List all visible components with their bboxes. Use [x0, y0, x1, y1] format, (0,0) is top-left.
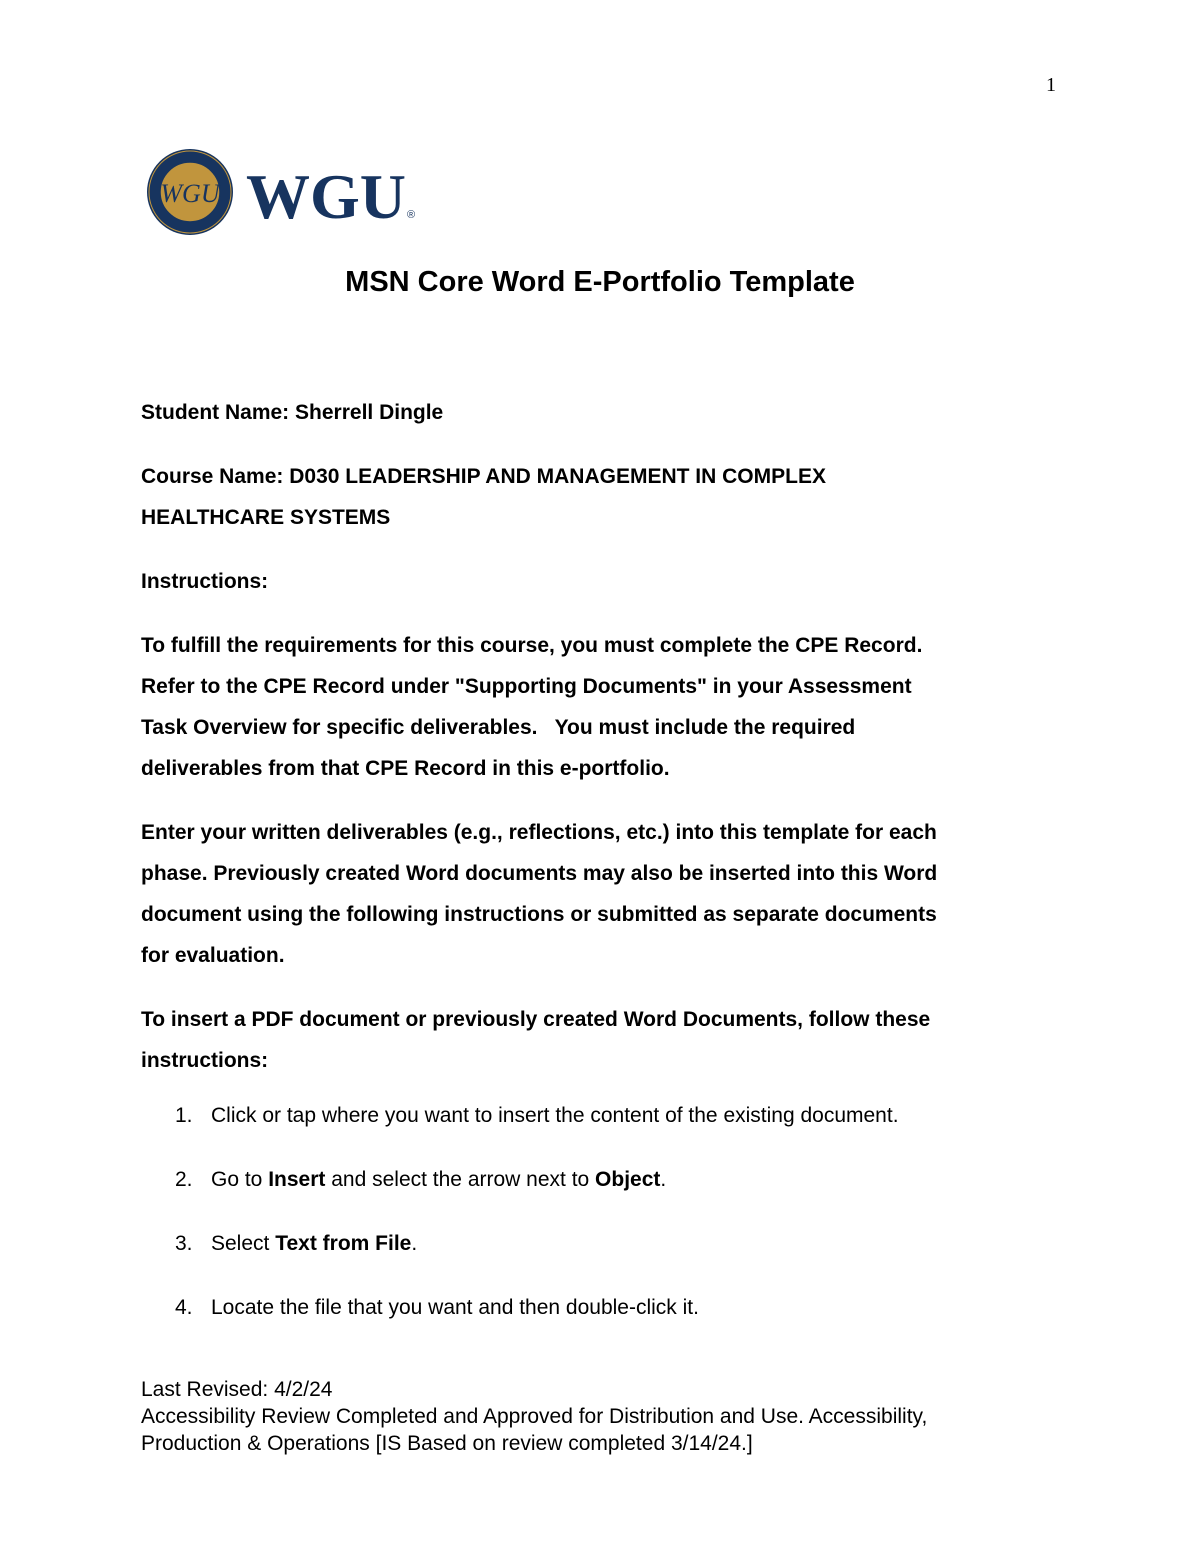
student-name-line	[141, 392, 1046, 433]
list-item	[141, 1224, 1046, 1288]
registered-mark: ®	[407, 209, 416, 221]
paragraph-line: instructions:	[141, 1049, 269, 1072]
step-text: Locate the file that you want and then double-click it.	[211, 1296, 699, 1319]
course-name-label: Course Name:	[141, 465, 284, 488]
step-keyword-insert: Insert	[268, 1168, 326, 1191]
document-body	[141, 392, 1046, 1081]
step-text-part: Select	[211, 1232, 276, 1255]
step-keyword-text-from-file: Text from File	[275, 1232, 412, 1255]
step-text	[211, 1160, 666, 1224]
step-text-part: .	[411, 1232, 418, 1255]
paragraph-line: deliverables from that CPE Record in this e-portfolio.	[141, 757, 670, 780]
step-number: 2.	[175, 1168, 193, 1191]
wgu-logo	[146, 148, 426, 238]
wgu-logo-graphic	[146, 148, 426, 238]
step-text	[211, 1224, 417, 1288]
student-name-label: Student Name:	[141, 401, 290, 424]
paragraph-line: phase. Previously created Word documents may also be inserted into this Word	[141, 862, 938, 885]
paragraph-line: for evaluation.	[141, 944, 285, 967]
deliverables-paragraph	[141, 812, 1046, 976]
instructions-heading: Instructions:	[141, 570, 269, 593]
step-number: 1.	[175, 1104, 193, 1127]
list-item	[141, 1096, 1046, 1160]
insert-instructions-paragraph	[141, 999, 1046, 1081]
accessibility-note-line1: Accessibility Review Completed and Approved for Distribution and Use. Accessibility,	[141, 1405, 928, 1428]
step-text-part: Go to	[211, 1168, 269, 1191]
step-number: 4.	[175, 1296, 193, 1319]
course-name-line	[141, 456, 1046, 497]
page-number: 1	[1046, 74, 1056, 96]
paragraph-line: Refer to the CPE Record under "Supporting Documents" in your Assessment	[141, 675, 912, 698]
page-footer	[141, 1376, 1101, 1457]
course-name-value-line1: D030 LEADERSHIP AND MANAGEMENT IN COMPLEX	[289, 465, 826, 488]
list-item	[141, 1288, 1046, 1352]
step-text-part: and select the arrow next to	[325, 1168, 596, 1191]
step-text: Click or tap where you want to insert the content of the existing document.	[211, 1104, 899, 1127]
step-number: 3.	[175, 1232, 193, 1255]
insert-steps-list	[141, 1096, 1046, 1352]
student-name-value: Sherrell Dingle	[295, 401, 444, 424]
paragraph-line: Enter your written deliverables (e.g., reflections, etc.) into this template for each	[141, 821, 937, 844]
list-item	[141, 1160, 1046, 1224]
step-keyword-object: Object	[595, 1168, 661, 1191]
accessibility-note-line2: Production & Operations [IS Based on review completed 3/14/24.]	[141, 1432, 753, 1455]
step-text-part: .	[660, 1168, 667, 1191]
paragraph-line: document using the following instructions or submitted as separate documents	[141, 903, 937, 926]
cpe-requirements-paragraph	[141, 625, 1046, 789]
seal-monogram: WGU	[160, 179, 220, 208]
paragraph-line: Task Overview for specific deliverables. You must include the required	[141, 716, 856, 739]
paragraph-line: To fulfill the requirements for this course, you must complete the CPE Record.	[141, 634, 923, 657]
document-title: MSN Core Word E-Portfolio Template	[345, 266, 855, 298]
wgu-wordmark: WGU	[246, 161, 406, 232]
course-name-value-line2: HEALTHCARE SYSTEMS	[141, 506, 391, 529]
paragraph-line: To insert a PDF document or previously created Word Documents, follow these	[141, 1008, 931, 1031]
last-revised: Last Revised: 4/2/24	[141, 1378, 333, 1401]
